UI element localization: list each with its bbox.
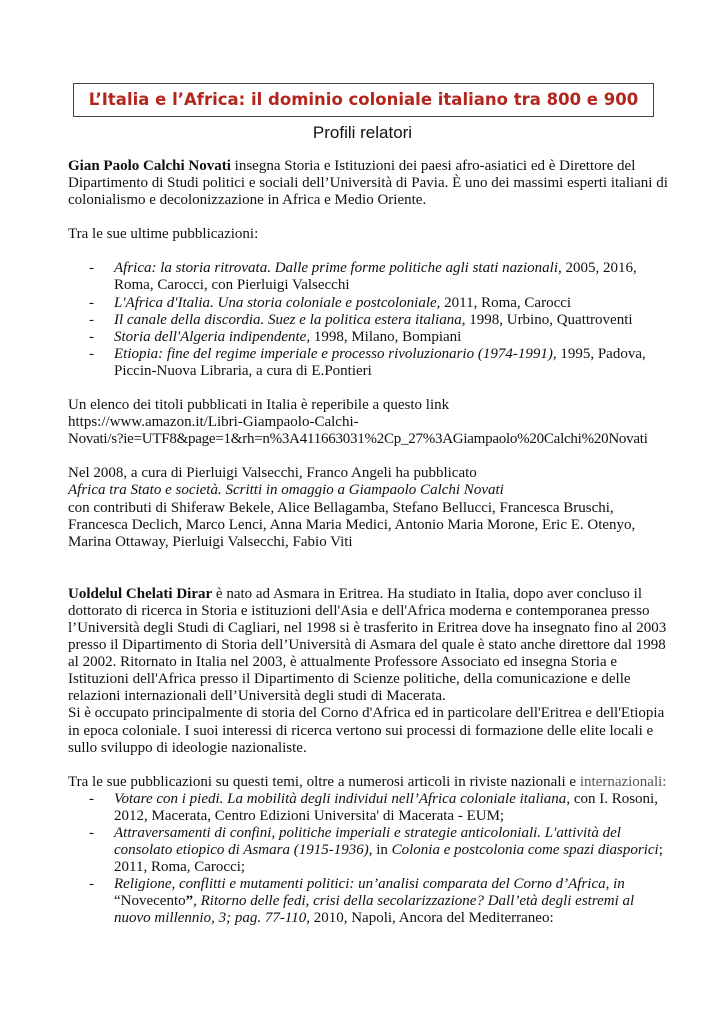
speaker2-bio2: Si è occupato principalmente di storia del Corno d'Africa ed in particolare dell'Eritrea e dell'Etiopia in epoca coloniale. I suoi interessi di ricerca vertono sui processi di formazione delle elite locali e sullo sviluppo di ideologie nazionaliste. (68, 705, 665, 756)
speaker1-bio: Gian Paolo Calchi Novati insegna Storia e Istituzioni dei paesi afro-asiatici ed è Direttore del Dipartimento di Studi politici e sociali dell’Università di Pavia. È uno dei massimi esperti italiani di colonialismo e decolonizzazione in Africa e Medio Oriente. (68, 158, 668, 209)
speaker2-pubs-list (68, 791, 668, 928)
list-item: - Storia dell'Algeria indipendente, 1998, Milano, Bompiani (89, 328, 462, 345)
tribute-intro: Nel 2008, a cura di Pierluigi Valsecchi, Franco Angeli ha pubblicato (68, 465, 477, 482)
list-item: - Il canale della discordia. Suez e la politica estera italiana, 1998, Urbino, Quattroventi (89, 311, 633, 328)
link-intro: Un elenco dei titoli pubblicati in Italia è reperibile a questo link (68, 397, 450, 414)
speaker2-bio: Uoldelul Chelati Dirar è nato ad Asmara in Eritrea. Ha studiato in Italia, dopo aver concluso il dottorato di ricerca in Storia e istituzioni dell'Asia e dell'Africa moderna e contemporanea presso l’Università degli Studi di Cagliari, nel 1998 si è trasferito in Eritrea dove ha insegnato fino al 2003 presso il Dipartimento di Storia dell’Università di Asmara del quale è stato anche direttore dal 1998 al 2002. Ritornato in Italia nel 2003, è attualmente Professore Associato ed insegna Storia e Istituzioni dell'Africa presso il Dipartimento di Scienze politiche, della comunicazione e delle relazioni internazionali dell’Università degli studi di Macerata. (68, 585, 667, 705)
amazon-link-line1[interactable]: https://www.amazon.it/Libri-Giampaolo-Calchi- (68, 414, 359, 431)
list-item: - L'Africa d'Italia. Una storia coloniale e postcoloniale, 2011, Roma, Carocci (89, 294, 572, 311)
list-item: - Religione, conflitti e mutamenti politici: un’analisi comparata del Corno d’Africa, in “Novecento”, Ritorno delle fedi, crisi della secolarizzazione? Dall’età degli estremi al nuovo millennio, 3; pag. 77-110, 2010, Napoli, Ancora del Mediterraneo: (89, 876, 635, 927)
title-box (73, 83, 654, 117)
speaker1-name: Gian Paolo Calchi Novati (68, 158, 231, 174)
tribute-title: Africa tra Stato e società. Scritti in omaggio a Giampaolo Calchi Novati (68, 482, 504, 499)
speaker2-name: Uoldelul Chelati Dirar (68, 585, 213, 602)
amazon-link-line2[interactable]: Novati/s?ie=UTF8&page=1&rh=n%3A411663031%2Cp_27%3AGiampaolo%20Calchi%20Novati (68, 431, 648, 448)
tribute-contributors: con contributi di Shiferaw Bekele, Alice Bellagamba, Stefano Bellucci, Francesca Bruschi, Francesca Declich, Marco Lenci, Anna Maria Medici, Antonio Maria Morone, Eric E. Otenyo, Marina Ottaway, Pierluigi Valsecchi, Fabio Viti (68, 499, 636, 550)
speaker1-pubs-list (68, 260, 668, 380)
list-item: - Votare con i piedi. La mobilità degli individui nell’Africa coloniale italiana, con I. Rosoni, 2012, Macerata, Centro Edizioni Universita' di Macerata - EUM; (89, 790, 658, 824)
list-item: - Attraversamenti di confini, politiche imperiali e strategie anticoloniali. L'attività del consolato etiopico di Asmara (1915-1936), in Colonia e postcolonia come spazi diasporici; 2011, Roma, Carocci; (89, 825, 663, 876)
document-subtitle: Profili relatori (312, 123, 413, 142)
list-item: - Africa: la storia ritrovata. Dalle prime forme politiche agli stati nazionali, 2005, 2016, Roma, Carocci, con Pierluigi Valsecchi (89, 260, 637, 294)
speaker2-pubs-heading: Tra le sue pubblicazioni su questi temi, oltre a numerosi articoli in riviste nazionali e internazionali: (68, 773, 667, 790)
document-title: L’Italia e l’Africa: il dominio coloniale italiano tra 800 e 900 (88, 90, 639, 109)
list-item: - Etiopia: fine del regime imperiale e processo rivoluzionario (1974-1991), 1995, Padova, Piccin-Nuova Libraria, a cura di E.Pontieri (89, 345, 646, 379)
speaker1-pubs-heading: Tra le sue ultime pubblicazioni: (68, 226, 259, 243)
document-body (68, 158, 668, 928)
